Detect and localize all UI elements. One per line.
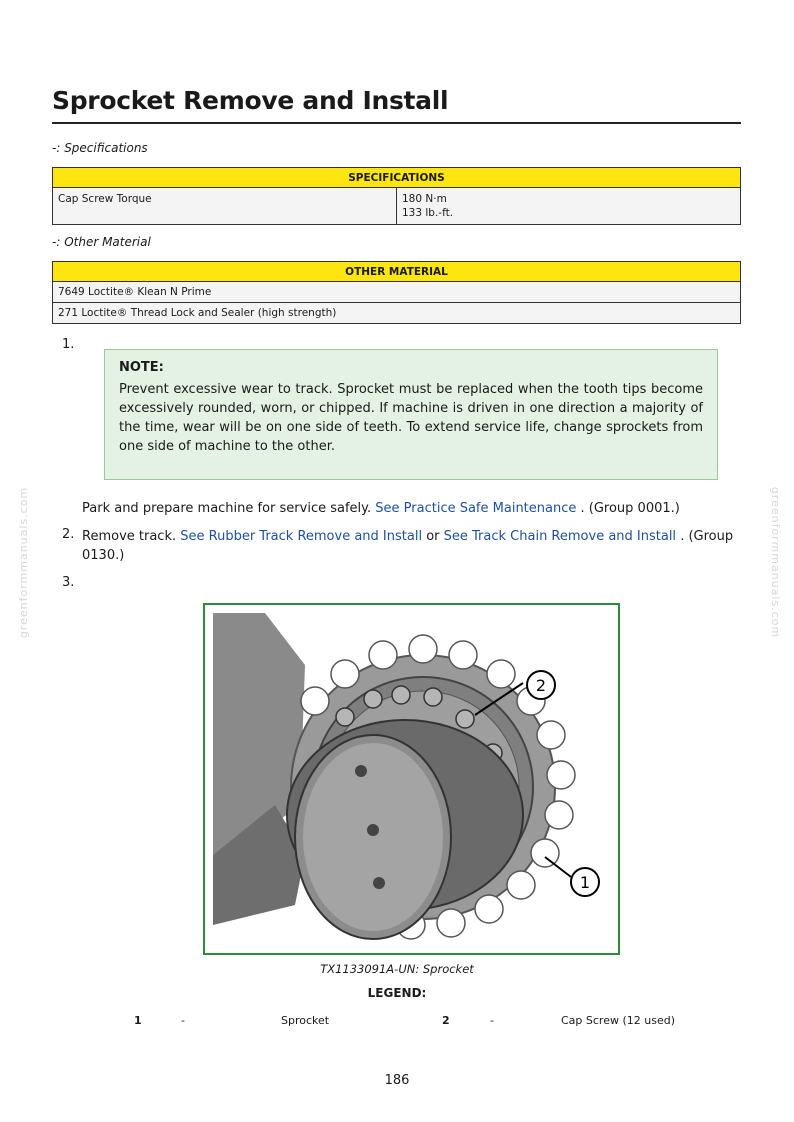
note-box [104, 349, 718, 480]
spec-value [397, 188, 741, 225]
spec-value-metric: 180 N·m [402, 193, 447, 205]
watermark-right: greenformmanuals.com [769, 486, 783, 639]
page-title: Sprocket Remove and Install [52, 86, 449, 115]
legend-heading: LEGEND: [367, 986, 427, 1000]
material-item: 7649 Loctite® Klean N Prime [53, 282, 741, 303]
step-2-text-mid: or [422, 529, 444, 544]
note-heading: NOTE: [119, 360, 164, 375]
step-3-number: 3. [62, 575, 75, 590]
legend-dash: - [490, 1014, 494, 1027]
step-2-text-before: Remove track. [82, 529, 181, 544]
spec-item: Cap Screw Torque [53, 188, 397, 225]
sprocket-illustration [205, 605, 617, 952]
other-material-header: OTHER MATERIAL [53, 262, 741, 282]
step-2-number: 2. [62, 527, 75, 542]
specifications-label: -: Specifications [52, 141, 148, 155]
step-1-text-after: . (Group 0001.) [576, 501, 680, 516]
callout-2: 2 [535, 676, 547, 695]
figure-caption: TX1133091A-UN: Sprocket [320, 962, 474, 976]
specifications-table [52, 167, 741, 225]
link-track-chain-remove-install[interactable]: See Track Chain Remove and Install [443, 529, 677, 544]
table-row [53, 188, 741, 225]
sprocket-figure [203, 603, 620, 955]
legend-number: 2 [442, 1014, 450, 1027]
title-divider [52, 122, 741, 124]
other-material-label: -: Other Material [52, 235, 151, 249]
step-1-number: 1. [62, 337, 75, 352]
table-row [53, 303, 741, 324]
legend-description: Sprocket [281, 1014, 330, 1027]
page-number: 186 [384, 1073, 410, 1088]
note-text: Prevent excessive wear to track. Sprocket must be replaced when the tooth tips become excessively rounded, worn, or chipped. If machine is driven in one direction a majority of the time, wear will be on one side of teeth. To extend service life, change sprockets from one side of machine to the other. [119, 382, 703, 454]
legend-description: Cap Screw (12 used) [561, 1014, 676, 1027]
link-practice-safe-maintenance[interactable]: See Practice Safe Maintenance [375, 501, 577, 516]
material-item: 271 Loctite® Thread Lock and Sealer (high strength) [53, 303, 741, 324]
link-rubber-track-remove-install[interactable]: See Rubber Track Remove and Install [180, 529, 423, 544]
other-material-table [52, 261, 741, 324]
step-2-text [82, 527, 741, 565]
specifications-header: SPECIFICATIONS [53, 168, 741, 188]
spec-value-imperial: 133 lb.-ft. [402, 207, 454, 219]
watermark-left: greenformmanuals.com [17, 486, 31, 639]
callout-1: 1 [579, 873, 591, 892]
legend-number: 1 [134, 1014, 142, 1027]
step-1-text-before: Park and prepare machine for service safely. [82, 501, 376, 516]
step-1-text [82, 499, 741, 518]
step-2-text-after: . (Group 0130.) [82, 529, 734, 563]
legend-dash: - [181, 1014, 185, 1027]
table-row [53, 282, 741, 303]
